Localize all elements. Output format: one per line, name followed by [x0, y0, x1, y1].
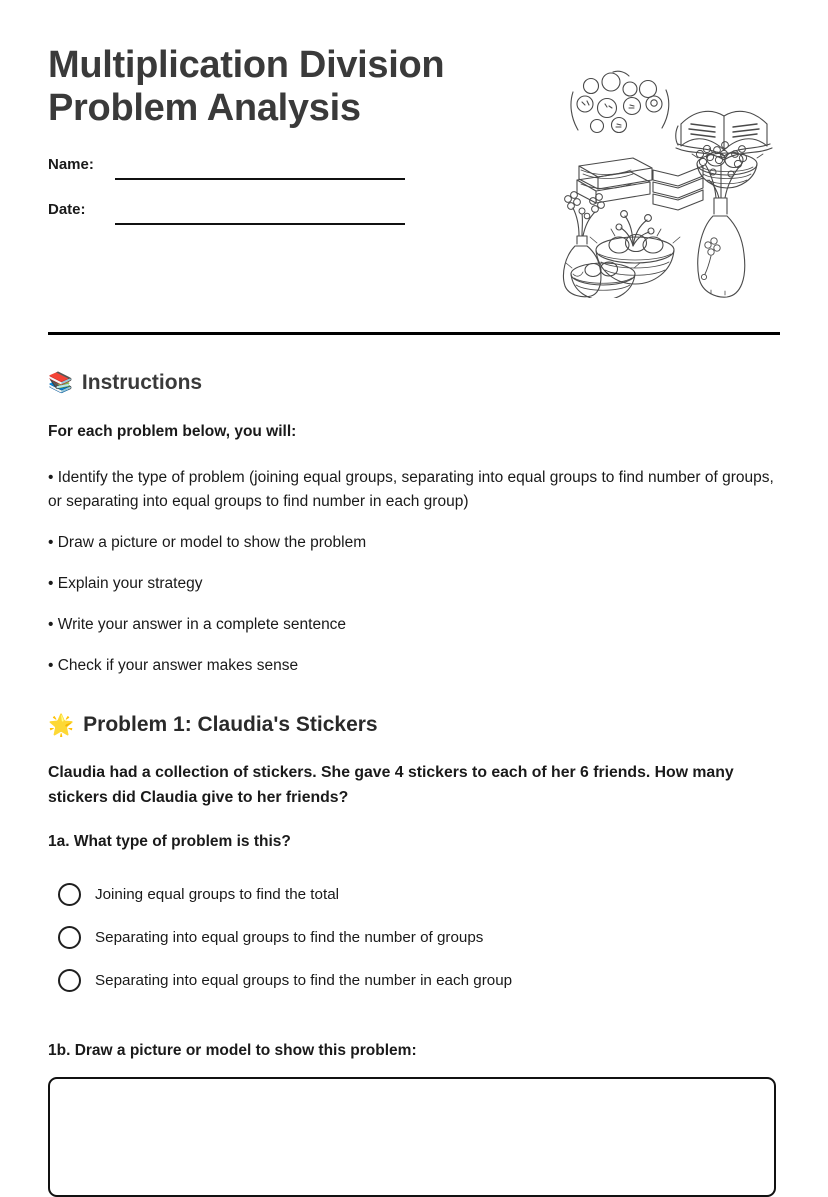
option-row[interactable]: [48, 926, 780, 949]
list-item: • Write your answer in a complete sentence: [48, 616, 347, 633]
nest-eggs-bottom-illustration: [566, 262, 640, 298]
list-item: • Identify the type of problem (joining equal groups, separating into equal groups to find number of groups, or separating into equal groups to find number in each group): [48, 469, 774, 510]
instructions-heading: [48, 370, 780, 396]
header-illustration: [535, 46, 780, 298]
problem-1-statement: Claudia had a collection of stickers. She gave 4 stickers to each of her 6 friends. How many stickers did Claudia give to her friends?: [48, 764, 734, 806]
list-item: • Check if your answer makes sense: [48, 657, 299, 674]
option-row[interactable]: [48, 969, 780, 992]
date-field-row: [48, 201, 408, 246]
list-item: • Explain your strategy: [48, 575, 203, 592]
option-row[interactable]: [48, 883, 780, 906]
option-label: Separating into equal groups to find the number of groups: [95, 928, 484, 946]
vase-flowers-right-illustration: [696, 142, 746, 298]
date-field-input-line[interactable]: [115, 223, 405, 225]
option-label: Separating into equal groups to find the number in each group: [95, 971, 513, 989]
radio-button-icon[interactable]: [58, 883, 81, 906]
radio-button-icon[interactable]: [58, 926, 81, 949]
drawing-answer-box[interactable]: [48, 1077, 776, 1197]
worksheet-content: [48, 370, 780, 1197]
sprig-illustration: [616, 211, 654, 246]
radio-button-icon[interactable]: [58, 969, 81, 992]
problem-1-heading-label: Problem 1: Claudia's Stickers: [83, 713, 378, 736]
worksheet-header: [48, 44, 780, 304]
star-icon: 🌟: [48, 713, 75, 737]
question-1b-label: 1b. Draw a picture or model to show this problem:: [48, 1042, 417, 1059]
page-title: Multiplication Division Problem Analysis: [48, 44, 445, 129]
question-1a-options: [48, 883, 780, 992]
question-1a-label: 1a. What type of problem is this?: [48, 833, 291, 850]
option-label: Joining equal groups to find the total: [95, 885, 340, 903]
name-field-input-line[interactable]: [115, 178, 405, 180]
name-field-row: [48, 156, 408, 201]
instructions-heading-label: Instructions: [81, 371, 203, 394]
book-stack-open-illustration: [653, 166, 703, 210]
header-divider: [48, 332, 780, 335]
stickers-illustration: [571, 71, 669, 132]
student-fields: [48, 156, 408, 246]
date-field-label: Date:: [48, 201, 86, 218]
instructions-list: [48, 466, 780, 678]
books-icon: 📚: [48, 372, 73, 394]
vase-flowers-left-illustration: [563, 192, 604, 297]
list-item: • Draw a picture or model to show the problem: [48, 534, 367, 551]
problem-1-heading: [48, 712, 780, 738]
name-field-label: Name:: [48, 156, 94, 173]
stacked-books-illustration: [577, 158, 652, 203]
instructions-intro: For each problem below, you will:: [48, 423, 297, 440]
